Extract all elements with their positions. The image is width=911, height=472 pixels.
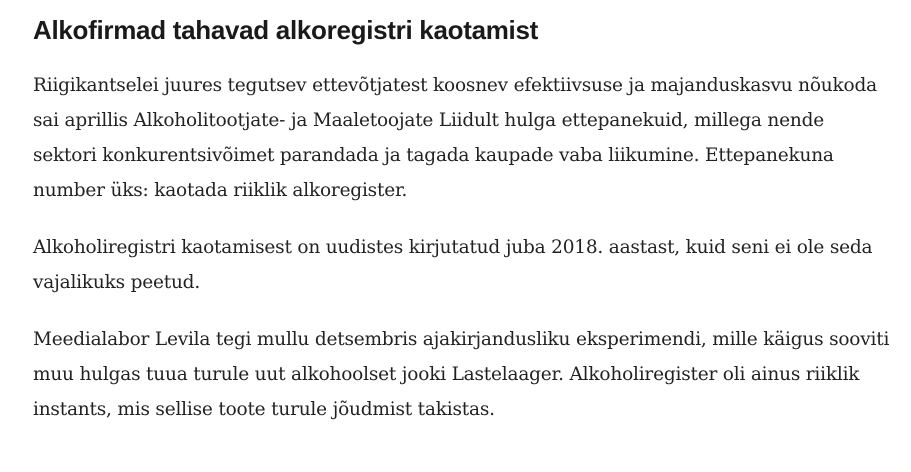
article-headline: Alkofirmad tahavad alkoregistri kaotamist	[33, 15, 538, 45]
article-paragraph: Alkoholiregistri kaotamisest on uudistes kirjutatud juba 2018. aastast, kuid seni ei ole seda vajalikuks peetud.	[33, 237, 873, 293]
article-paragraph: Riigikantselei juures tegutsev ettevõtjatest koosnev efektiivsuse ja majanduskasvu nõukoda sai aprillis Alkoholitootjate- ja Maaletoojate Liidult hulga ettepanekuid, millega nende sektori konkurentsivõimet parandada ja tagada kaupade vaba liikumine. Ettepanekuna number üks: kaotada riiklik alkoregister.	[33, 75, 877, 201]
article-paragraph: Meedialabor Levila tegi mullu detsembris ajakirjandusliku eksperimendi, mille käigus sooviti muu hulgas tuua turule uut alkohoolset jooki Lastelaager. Alkoholiregister oli ainus riiklik instants, mis sellise toote turule jõudmist takistas.	[33, 329, 890, 420]
article	[33, 0, 893, 427]
